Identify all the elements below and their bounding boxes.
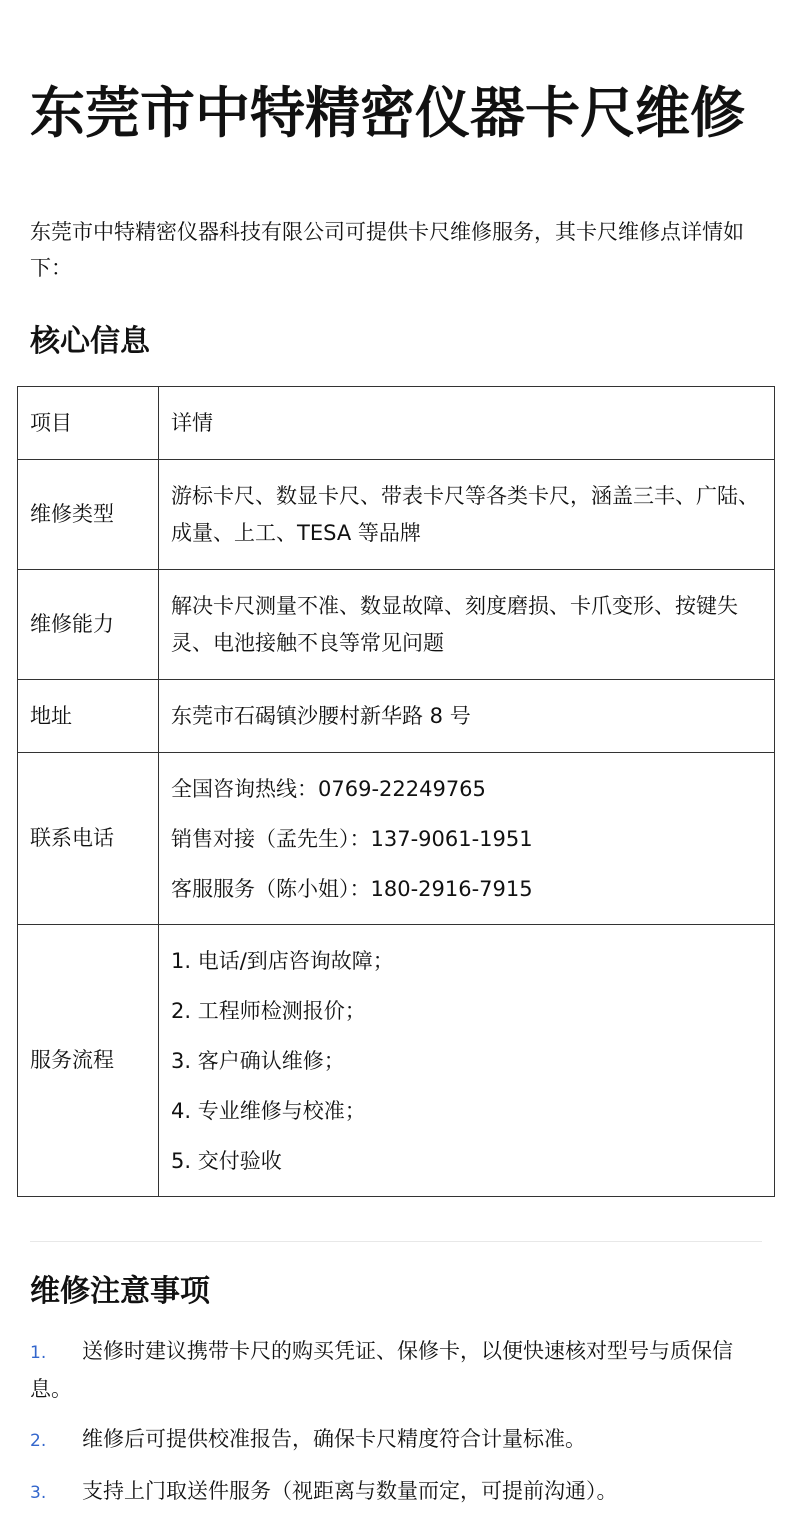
repair-ability-key: 维修能力 <box>18 570 159 680</box>
process-value <box>159 925 775 1197</box>
note-text: 送修时建议携带卡尺的购买凭证、保修卡，以便快速核对型号与质保信息。 <box>30 1339 733 1401</box>
process-step: 1. 电话/到店咨询故障； <box>171 948 394 973</box>
hotline-line: 全国咨询热线：0769-22249765 <box>171 776 486 801</box>
header-value-cell: 详情 <box>159 387 775 460</box>
notes-list <box>30 1333 760 1525</box>
contact-value <box>159 753 775 925</box>
list-number: 2. <box>30 1431 47 1451</box>
contact-key: 联系电话 <box>18 753 159 925</box>
intro-paragraph: 东莞市中特精密仪器科技有限公司可提供卡尺维修服务，其卡尺维修点详情如下： <box>30 220 744 280</box>
note-text: 维修后可提供校准报告，确保卡尺精度符合计量标准。 <box>82 1427 586 1451</box>
list-item <box>30 1421 760 1459</box>
page-title: 东莞市中特精密仪器卡尺维修 <box>30 81 746 145</box>
list-number: 1. <box>30 1343 47 1363</box>
table-row <box>18 925 775 1197</box>
table-row <box>18 570 775 680</box>
core-info-heading: 核心信息 <box>30 324 150 359</box>
list-item <box>30 1333 760 1407</box>
table-row <box>18 680 775 753</box>
process-step: 3. 客户确认维修； <box>171 1048 345 1073</box>
list-number: 3. <box>30 1483 47 1503</box>
list-item <box>30 1473 760 1511</box>
address-key: 地址 <box>18 680 159 753</box>
service-contact-line: 客服服务（陈小姐）：180-2916-7915 <box>171 876 533 901</box>
notes-heading: 维修注意事项 <box>30 1274 210 1309</box>
address-value: 东莞市石碣镇沙腰村新华路 8 号 <box>159 680 775 753</box>
sales-contact-line: 销售对接（孟先生）：137-9061-1951 <box>171 826 533 851</box>
repair-type-value: 游标卡尺、数显卡尺、带表卡尺等各类卡尺，涵盖三丰、广陆、成量、上工、TESA 等品牌 <box>159 460 775 570</box>
process-step: 5. 交付验收 <box>171 1148 282 1173</box>
repair-ability-value: 解决卡尺测量不准、数显故障、刻度磨损、卡爪变形、按键失灵、电池接触不良等常见问题 <box>159 570 775 680</box>
section-divider <box>30 1241 762 1242</box>
process-step: 2. 工程师检测报价； <box>171 998 366 1023</box>
repair-type-key: 维修类型 <box>18 460 159 570</box>
core-info-table <box>17 386 775 1197</box>
table-row <box>18 460 775 570</box>
header-key-cell: 项目 <box>18 387 159 460</box>
table-row <box>18 387 775 460</box>
process-step: 4. 专业维修与校准； <box>171 1098 366 1123</box>
table-row <box>18 753 775 925</box>
note-text: 支持上门取送件服务（视距离与数量而定，可提前沟通）。 <box>82 1479 618 1503</box>
process-key: 服务流程 <box>18 925 159 1197</box>
